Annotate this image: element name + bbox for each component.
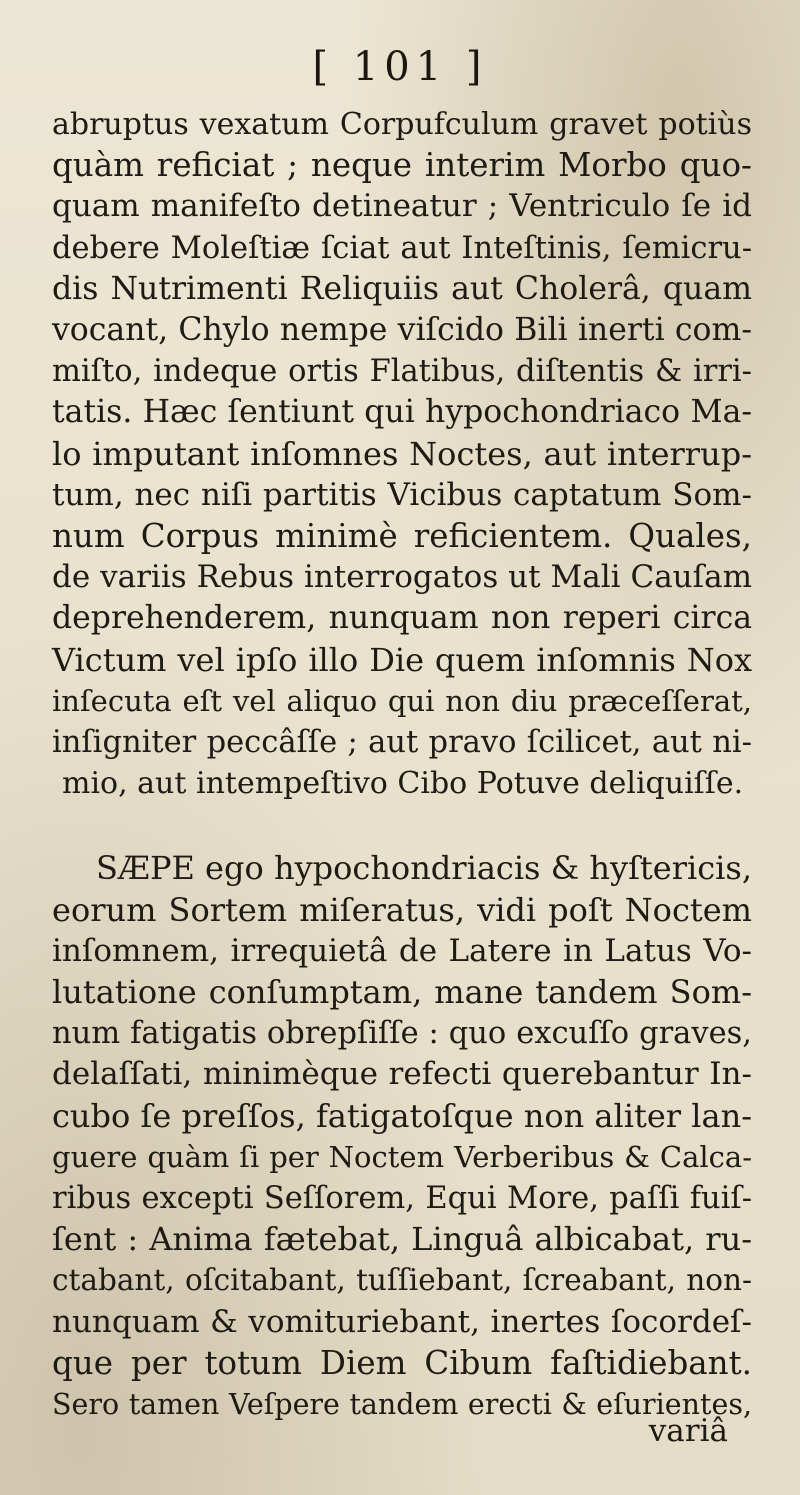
text-line: inſigniter peccâſſe ; aut pravo ſcilicet, aut ni- — [52, 725, 752, 761]
text-line: inſecuta eſt vel aliquo qui non diu præceſſerat, — [52, 683, 752, 718]
text-line: dis Nutrimenti Reliquiis aut Cholerâ, quam — [52, 270, 752, 307]
text-line: num fatigatis obrepſiſſe : quo excuſſo graves, — [52, 1016, 752, 1052]
text-line: Victum vel ipſo illo Die quem inſomnis Nox — [52, 640, 752, 679]
text-line: eorum Sortem miſeratus, vidi poſt Noctem — [52, 890, 752, 929]
text-line: cubo ſe preſſos, fatigatoſque non aliter lan- — [52, 1096, 752, 1135]
text-line: tatis. Hæc ſentiunt qui hypochondriaco Ma- — [52, 394, 752, 431]
text-line: que per totum Diem Cibum faſtidiebant. — [52, 1343, 752, 1382]
text-line: tum, nec niſi partitis Vicibus captatum Som- — [52, 476, 752, 513]
text-line: ctabant, oſcitabant, tuſſiebant, ſcreabant, non- — [52, 1263, 752, 1298]
text-line: SÆPE ego hypochondriacis & hyſtericis, — [96, 849, 752, 888]
text-line: mio, aut intempeſtivo Cibo Potuve deliquiſſe. — [62, 766, 744, 802]
text-line: deprehenderem, nunquam non reperi circa — [52, 600, 752, 637]
text-block — [52, 104, 752, 1425]
text-line: ſent : Anima fætebat, Linguâ albicabat, ru- — [52, 1220, 752, 1259]
text-line: lutatione conſumptam, mane tandem Som- — [52, 973, 752, 1012]
text-line: lo imputant inſomnes Noctes, aut interrup- — [52, 434, 752, 473]
paragraph-1 — [52, 104, 752, 804]
text-line: de variis Rebus interrogatos ut Mali Cauſam — [52, 559, 752, 596]
page-number: [ 101 ] — [312, 44, 488, 90]
text-line: miſto, indeque ortis Flatibus, diſtentis & irri- — [52, 354, 752, 390]
catchword: variâ — [648, 1413, 728, 1449]
text-line: vocant, Chylo nempe viſcido Bili inerti com- — [52, 312, 752, 349]
text-line: inſomnem, irrequietâ de Latere in Latus Vo- — [52, 932, 752, 969]
paragraph-2 — [52, 848, 752, 1425]
text-line: abruptus vexatum Corpufculum gravet potiùs — [52, 107, 752, 142]
text-line: Sero tamen Veſpere tandem erecti & eſurientes, — [52, 1388, 752, 1422]
text-line: debere Moleſtiæ ſciat aut Inteſtinis, ſemicru- — [52, 230, 752, 266]
text-line: guere quàm ſi per Noctem Verberibus & Calca- — [52, 1139, 752, 1174]
text-line: delaſſati, minimèque refecti querebantur In- — [52, 1056, 752, 1093]
text-line: ribus excepti Seſſorem, Equi More, paſſi fuiſ- — [52, 1181, 752, 1217]
text-line: quam manifeſto detineatur ; Ventriculo ſe id — [52, 188, 752, 225]
text-line: num Corpus minimè reficientem. Quales, — [52, 517, 752, 556]
text-line: nunquam & vomituriebant, inertes ſocordeſ- — [52, 1303, 752, 1340]
text-line: quàm reficiat ; neque interim Morbo quo- — [52, 146, 752, 185]
paragraph-gap — [52, 804, 752, 848]
